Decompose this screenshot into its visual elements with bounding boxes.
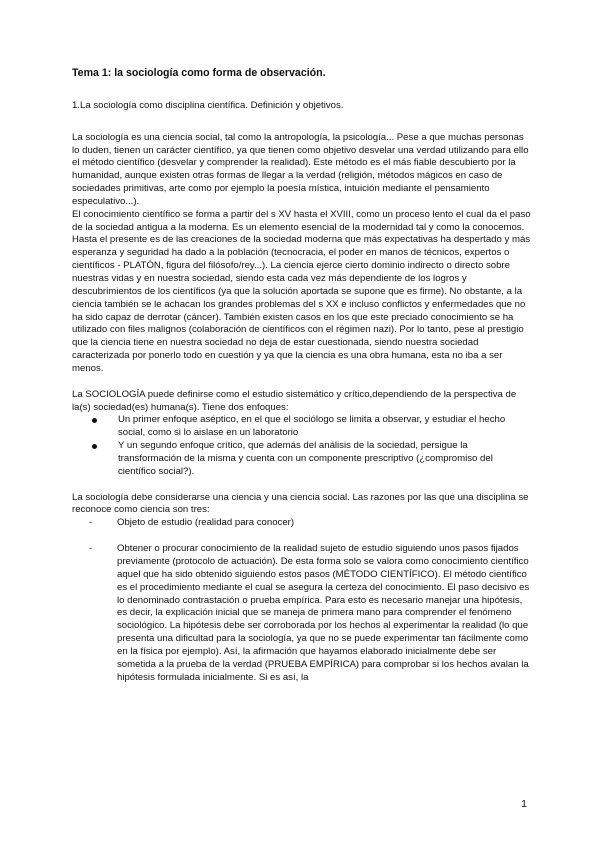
document-title: Tema 1: la sociología como forma de observación. (72, 67, 326, 79)
list-item: - Obtener o procurar conocimiento de la realidad sujeto de estudio siguiendo unos pasos fijados previamente (protocolo de actuación). De esta forma solo se valora como conocimiento científico aquel que ha sido obtenido siguiendo estos pasos (MÉTODO CIENTÍFICO). El método científico es el procedimiento mediante el cual se asegura la certeza del conocimiento. El paso decisivo es lo denominado contrastación o prueba empírica. Para esto es necesario manejar una hipótesis, es decir, la explicación inicial que se maneja de primera mano para comprender el fenómeno sociológico. La hipótesis debe ser corroborada por los hechos al experimentar la realidad (lo que presenta una dificultad para la sociología, ya que no se puede experimentar tan fácilmente como en la física por ejemplo). Así, la afirmación que hayamos elaborado inicialmente debe ser sometida a la prueba de la verdad (PRUEBA EMPÍRICA) para comprobar si los hechos avalan la hipótesis formulada inicialmente. Si es así, la (89, 543, 532, 684)
paragraph-scientific-knowledge: El conocimiento científico se forma a partir del s XV hasta el XVIII, como un proceso lento el cual da el paso de la sociedad antigua a la moderna. Es un elemento esencial de la modernidad tal y como la conocemos. Hasta el presente es de las creaciones de la sociedad moderna que más expectativas ha despertado y más esperanza y seguridad ha dado a la población (tecnocracia, el poder en manos de técnicos, expertos o científicos - PLATÓN, figura del filósofo/rey...). La ciencia ejerce cierto dominio indirecto o directo sobre nuestras vidas y en nuestra sociedad, siendo esta cada vez más dependiente de los logros y descubrimientos de los científicos (ya que la solución aportada se supone que es firme). No obstante, a la ciencia también se le achacan los grandes problemas del s XX e incluso conflictos y enfermedades que no ha sido capaz de derrotar (cáncer). También existen casos en los que este preciado conocimiento se ha utilizado con files malignos (colaboración de científicos con el régimen nazi). Por lo tanto, pese al prestigio que la ciencia tiene en nuestra sociedad no deja de estar cuestionada, siendo nuestra sociedad caracterizada por ponerlo todo en cuestión y ya que la ciencia es una obra humana, esta no iba a ser menos. (72, 208, 531, 374)
paragraph-intro: La sociología es una ciencia social, tal como la antropología, la psicología... Pese a que muchas personas lo duden, tienen un carácter científico, ya que tienen como objetivo desvelar una verdad utilizando para ello el método científico (desvelar y comprender la realidad). Este método es el más fiable descubierto por la humanidad, aunque existen otras formas de llegar a la verdad (religión, métodos mágicos en caso de sociedades primitivas, arte como por ejemplo la poesía mística, intuición mediante el pensamiento especulativo...). (72, 131, 529, 207)
list-item: Y un segundo enfoque crítico, que además del análisis de la sociedad, persigue la transformación de la misma y cuenta con un componente prescriptivo (¿compromiso del científico social?). (92, 440, 532, 479)
paragraph-sociology-definition: La SOCIOLOGÍA puede definirse como el estudio sistemático y crítico,dependiendo de la perspectiva de la(s) sociedad(es) humana(s). Tiene dos enfoques: (72, 388, 517, 413)
criteria-list (72, 517, 532, 684)
page-number: 1 (521, 798, 527, 810)
paragraph-science-criteria: La sociología debe considerarse una ciencia y una ciencia social. Las razones por las que una disciplina se reconoce como ciencia son tres: (72, 491, 529, 516)
list-item: - Objeto de estudio (realidad para conocer) (89, 517, 532, 530)
approaches-list (72, 414, 532, 478)
list-item: Un primer enfoque aséptico, en el que el sociólogo se limita a observar, y estudiar el hecho social, como si lo aislase en un laboratorio (92, 414, 532, 440)
document-body (72, 67, 532, 684)
section-heading: 1.La sociología como disciplina científica. Definición y objetivos. (72, 99, 344, 111)
